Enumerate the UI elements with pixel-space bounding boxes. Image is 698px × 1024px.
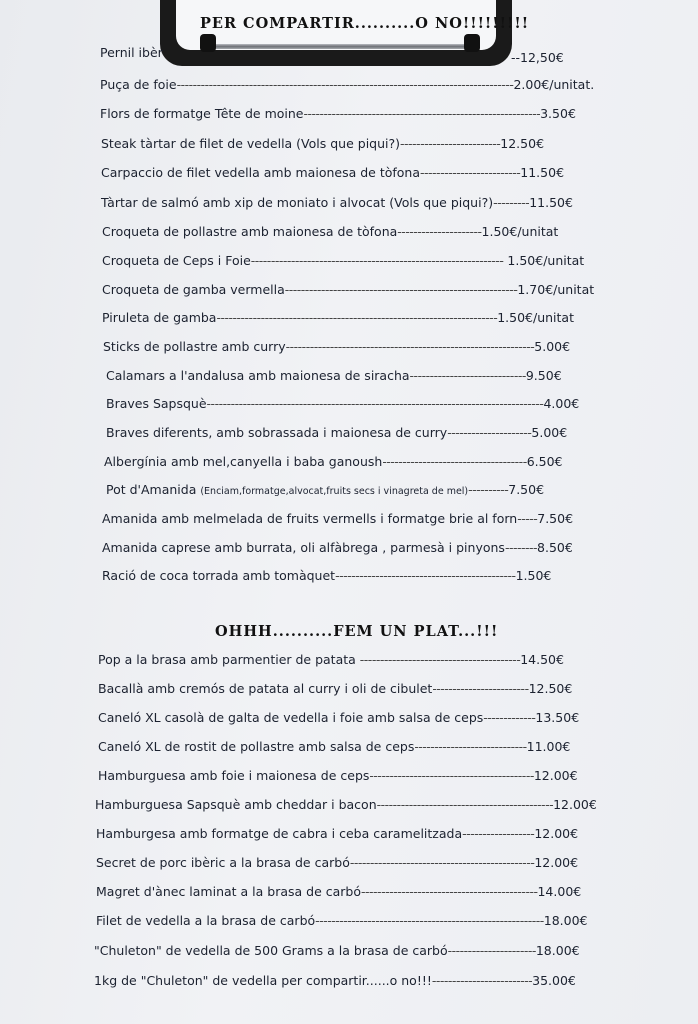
menu-item-name: Puça de foie <box>100 77 177 92</box>
menu-item-name: Caneló XL de rostit de pollastre amb salsa de ceps <box>98 739 415 754</box>
menu-item-price: 18.00€ <box>535 943 580 958</box>
menu-item-price: 1.50€ <box>515 568 552 583</box>
menu-item <box>103 339 570 354</box>
section-title-per-compartir: PER COMPARTIR..........O NO!!!!!!!!! <box>200 15 530 32</box>
menu-item-dash: ---------------------------- <box>414 739 527 754</box>
menu-item-name: Amanida caprese amb burrata, oli alfàbrega , parmesà i pinyons <box>102 540 505 555</box>
menu-item-name: Hamburgesa amb formatge de cabra i ceba caramelitzada <box>96 826 463 841</box>
menu-item <box>96 884 581 899</box>
menu-item-dash: ----------------------------------------------------------- <box>303 106 541 121</box>
menu-item-name: Flors de formatge Tête de moine <box>100 106 304 121</box>
menu-item <box>100 106 576 121</box>
menu-item-price: 11.00€ <box>526 739 571 754</box>
menu-item-name: Bacallà amb cremós de patata al curry i oli de cibulet <box>98 681 433 696</box>
menu-item <box>101 136 544 151</box>
menu-item-name: Caneló XL casolà de galta de vedella i foie amb salsa de ceps <box>98 710 484 725</box>
menu-item <box>102 568 551 583</box>
menu-item-price: 12.50€ <box>528 681 573 696</box>
menu-item-name: Hamburguesa Sapsquè amb cheddar i bacon <box>95 797 377 812</box>
menu-item-name: Amanida amb melmelada de fruits vermells i formatge brie al forn <box>102 511 518 526</box>
menu-item-price: 6.50€ <box>526 454 563 469</box>
menu-item <box>96 855 578 870</box>
menu-item-dash: ------------------------ <box>432 681 529 696</box>
menu-item-dash: ----------------------------- <box>409 368 526 383</box>
menu-item-price: 3.50€ <box>540 106 576 121</box>
menu-item <box>106 425 567 440</box>
menu-item-name: Calamars a l'andalusa amb maionesa de siracha <box>106 368 410 383</box>
menu-item <box>94 943 580 958</box>
menu-item <box>96 826 578 841</box>
menu-item <box>100 45 415 60</box>
menu-item <box>102 310 574 325</box>
menu-item <box>106 396 579 411</box>
menu-item-small: (Enciam,formatge,alvocat,fruits secs i vinagreta de mel) <box>200 486 469 497</box>
menu-item <box>98 652 564 667</box>
menu-item <box>98 681 572 696</box>
menu-item-dash: --------------------------------------------- <box>335 568 516 583</box>
menu-item-dash: ---------------------- <box>447 943 536 958</box>
menu-item-dash: ------------------------- <box>400 136 501 151</box>
menu-item-name: Steak tàrtar de filet de vedella (Vols que piqui?) <box>101 136 401 151</box>
menu-item <box>104 454 563 469</box>
menu-item-dash: ------------------------------------------------------------------------------------ <box>176 77 514 92</box>
menu-item <box>98 710 579 725</box>
menu-item-dash: -------------------------------------------- <box>376 797 554 812</box>
menu-item-dash: ---------------------------------------------------------------------- <box>216 310 498 325</box>
menu-item-dash: --------------------- <box>397 224 482 239</box>
menu-item-dash: ------------------------------------ <box>382 454 527 469</box>
menu-item-name: Piruleta de gamba <box>102 310 217 325</box>
menu-item-price: 35.00€ <box>532 973 576 988</box>
menu-item-price: 12.00€ <box>534 826 579 841</box>
menu-item-price: 8.50€ <box>537 540 573 555</box>
menu-item <box>102 540 573 555</box>
menu-item-name: Pop a la brasa amb parmentier de patata <box>98 652 360 667</box>
menu-item-price <box>511 50 564 65</box>
menu-item-price: 1.50€/unitat <box>497 310 574 325</box>
menu-item-price: 12.00€ <box>533 768 578 783</box>
menu-item-dash: ----- <box>517 511 538 526</box>
menu-item <box>106 482 544 497</box>
menu-item-name: Pernil ibèr <box>100 45 163 60</box>
menu-item-name: Albergínia amb mel,canyella i baba ganoush <box>104 454 383 469</box>
menu-item-name: 1kg de "Chuleton" de vedella per compartir......o no!!! <box>94 973 432 988</box>
menu-item-dash: ------------------ <box>462 826 535 841</box>
menu-item-name: Hamburguesa amb foie i maionesa de ceps <box>98 768 370 783</box>
menu-item-price: 9.50€ <box>525 368 562 383</box>
menu-item-dash: ---------------------------------------------------------- <box>284 282 518 297</box>
menu-item-name: Secret de porc ibèric a la brasa de carbó <box>96 855 350 870</box>
menu-item-price: 4.00€ <box>543 396 580 411</box>
clipboard-knob-right <box>464 34 480 52</box>
menu-item-dash: -------------------------------------------------------------- <box>285 339 535 354</box>
menu-item-name: Pot d'Amanida <box>106 482 201 497</box>
menu-item-dash: ---------------------------------------- <box>359 652 521 667</box>
menu-item-price: 1.70€/unitat <box>517 282 595 297</box>
menu-item-name: Carpaccio de filet vedella amb maionesa de tòfona <box>101 165 421 180</box>
menu-item-price: 14.50€ <box>520 652 564 667</box>
menu-item <box>94 973 576 988</box>
menu-item-price: 7.50€ <box>537 511 574 526</box>
menu-item-dash: -------------------------------------------- <box>361 884 538 899</box>
menu-item-dash: --------------------- <box>447 425 532 440</box>
menu-item-dash: --------- <box>493 195 530 210</box>
menu-item-name: Magret d'ànec laminat a la brasa de carbó <box>96 884 362 899</box>
menu-item-name: Ració de coca torrada amb tomàquet <box>102 568 336 583</box>
menu-item-price: --12,50€ <box>511 50 564 65</box>
menu-item <box>96 913 588 928</box>
menu-item-dash: ------------------------------------------------------------------------------------ <box>206 396 544 411</box>
menu-item-name: Croqueta de Ceps i Foie <box>102 253 251 268</box>
menu-item-name: Braves diferents, amb sobrassada i maionesa de curry <box>106 425 448 440</box>
menu-item <box>98 739 570 754</box>
menu-item-price: 12.00€ <box>553 797 597 812</box>
menu-item <box>95 797 597 812</box>
menu-item <box>102 511 573 526</box>
menu-item-dash: -------- <box>504 540 538 555</box>
menu-item-price: 2.00€/unitat. <box>513 77 595 92</box>
menu-item <box>102 253 584 268</box>
menu-item-name: Filet de vedella a la brasa de carbó <box>96 913 316 928</box>
menu-item-price: 13.50€ <box>535 710 580 725</box>
menu-item-price: 5.00€ <box>531 425 568 440</box>
menu-item-price: 1.50€/unitat <box>503 253 585 268</box>
menu-item-price: 5.00€ <box>534 339 571 354</box>
menu-item <box>101 195 573 210</box>
menu-item <box>106 368 562 383</box>
menu-item-price: 14.00€ <box>537 884 582 899</box>
menu-item-price: 7.50€ <box>508 482 545 497</box>
menu-item-dash: ---------- <box>468 482 509 497</box>
menu-item-dash: ----------------------------------------- <box>369 768 534 783</box>
menu-item-dash: ------------- <box>483 710 536 725</box>
menu-item-name: Braves Sapsquè <box>106 396 207 411</box>
menu-item-price: 11.50€ <box>520 165 565 180</box>
menu-item-dash: ------------------------- <box>431 973 533 988</box>
menu-item <box>102 282 594 297</box>
menu-item-price: 12.00€ <box>534 855 579 870</box>
menu-item-price: 11.50€ <box>529 195 573 210</box>
section-title-fem-un-plat: OHHH..........FEM UN PLAT...!!! <box>215 623 499 640</box>
menu-item-name: Croqueta de gamba vermella <box>102 282 285 297</box>
menu-item-price: 18.00€ <box>543 913 588 928</box>
menu-item-dash: --------------------------------------------------------------- <box>250 253 504 268</box>
menu-item-name: Tàrtar de salmó amb xip de moniato i alvocat (Vols que piqui?) <box>101 195 494 210</box>
menu-item-price: 1.50€/unitat <box>481 224 559 239</box>
menu-item-name: Sticks de pollastre amb curry <box>103 339 286 354</box>
menu-item-dash: --------------------------------------------------------- <box>315 913 544 928</box>
menu-item <box>98 768 578 783</box>
menu-item-name: "Chuleton" de vedella de 500 Grams a la brasa de carbó <box>94 943 448 958</box>
menu-item-dash: ------------------------- <box>420 165 521 180</box>
menu-item-price: 12.50€ <box>500 136 545 151</box>
menu-item <box>102 224 558 239</box>
menu-item-dash: ---------------------------------------------- <box>349 855 535 870</box>
menu-item <box>101 165 564 180</box>
menu-item-name: Croqueta de pollastre amb maionesa de tòfona <box>102 224 398 239</box>
menu-item <box>100 77 594 92</box>
